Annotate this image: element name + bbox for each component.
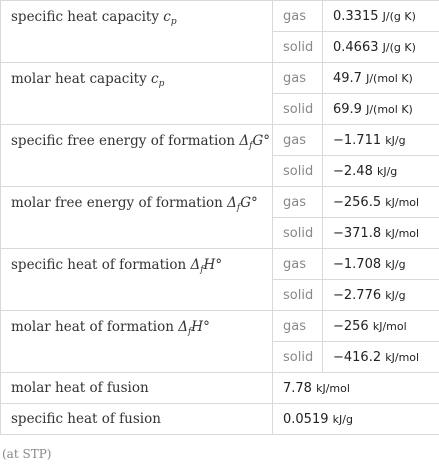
phase-solid: solid bbox=[273, 218, 323, 249]
property-symbol: c bbox=[163, 9, 171, 25]
property-name bbox=[1, 63, 273, 125]
table-row bbox=[1, 249, 439, 280]
property-label: molar heat capacity bbox=[11, 71, 147, 87]
property-subscript: p bbox=[170, 17, 177, 27]
table-row bbox=[1, 63, 439, 94]
property-subscript: p bbox=[158, 79, 165, 89]
property-label: specific heat of formation bbox=[11, 257, 187, 273]
value-cell bbox=[273, 404, 439, 435]
property-name bbox=[1, 187, 273, 249]
phase-solid: solid bbox=[273, 280, 323, 311]
property-label: molar heat of formation bbox=[11, 319, 174, 335]
phase-gas: gas bbox=[273, 249, 323, 280]
property-subscript: f bbox=[187, 327, 192, 337]
phase-gas: gas bbox=[273, 187, 323, 218]
table-row bbox=[1, 404, 439, 435]
value-unit: kJ/mol bbox=[385, 195, 420, 209]
value-cell bbox=[323, 1, 439, 32]
property-name: specific heat of fusion bbox=[1, 404, 273, 435]
value-unit: kJ/g bbox=[332, 412, 353, 426]
property-suffix: H° bbox=[203, 257, 223, 273]
value-cell bbox=[323, 280, 439, 311]
value-cell bbox=[323, 32, 439, 63]
value-cell bbox=[323, 125, 439, 156]
value-cell bbox=[273, 373, 439, 404]
value-number: 7.78 bbox=[283, 380, 312, 396]
footnote: (at STP) bbox=[2, 447, 52, 461]
value-number: 69.9 bbox=[333, 101, 362, 117]
value-unit: kJ/g bbox=[385, 288, 406, 302]
value-cell bbox=[323, 94, 439, 125]
value-unit: J/(g K) bbox=[382, 40, 416, 54]
value-number: −2.48 bbox=[333, 163, 373, 179]
table-row bbox=[1, 311, 439, 342]
value-number: 49.7 bbox=[333, 70, 362, 86]
value-number: −1.708 bbox=[333, 256, 382, 272]
value-unit: kJ/mol bbox=[385, 226, 420, 240]
property-subscript: f bbox=[249, 141, 253, 151]
property-name bbox=[1, 1, 273, 63]
table-row bbox=[1, 187, 439, 218]
value-number: −416.2 bbox=[333, 349, 382, 365]
phase-solid: solid bbox=[273, 94, 323, 125]
value-unit: kJ/mol bbox=[316, 381, 350, 395]
property-subscript: f bbox=[200, 265, 204, 275]
value-number: −371.8 bbox=[333, 225, 382, 241]
value-cell bbox=[323, 249, 439, 280]
value-cell bbox=[323, 187, 439, 218]
property-symbol: c bbox=[151, 71, 159, 87]
property-symbol: Δ bbox=[227, 195, 237, 211]
phase-gas: gas bbox=[273, 311, 323, 342]
table-row bbox=[1, 1, 439, 32]
value-unit: kJ/mol bbox=[372, 319, 407, 333]
property-name bbox=[1, 249, 273, 311]
value-unit: kJ/g bbox=[376, 164, 398, 178]
phase-solid: solid bbox=[273, 156, 323, 187]
value-number: −1.711 bbox=[333, 132, 382, 148]
property-symbol: Δ bbox=[178, 319, 188, 335]
value-unit: kJ/g bbox=[385, 133, 406, 147]
table-row bbox=[1, 373, 439, 404]
value-cell bbox=[323, 311, 439, 342]
value-cell bbox=[323, 342, 439, 373]
value-number: −256 bbox=[333, 318, 369, 334]
value-number: 0.0519 bbox=[283, 411, 329, 427]
property-suffix: G° bbox=[240, 195, 258, 211]
phase-gas: gas bbox=[273, 125, 323, 156]
property-name: molar heat of fusion bbox=[1, 373, 273, 404]
value-unit: J/(mol K) bbox=[366, 71, 413, 85]
property-name bbox=[1, 311, 273, 373]
phase-solid: solid bbox=[273, 32, 323, 63]
phase-gas: gas bbox=[273, 1, 323, 32]
value-number: −2.776 bbox=[333, 287, 382, 303]
table-row bbox=[1, 125, 439, 156]
property-symbol: Δ bbox=[190, 257, 201, 273]
value-unit: J/(mol K) bbox=[366, 102, 413, 116]
value-cell bbox=[323, 63, 439, 94]
property-subscript: f bbox=[236, 203, 241, 213]
phase-gas: gas bbox=[273, 63, 323, 94]
property-symbol: Δ bbox=[239, 133, 250, 149]
value-unit: J/(g K) bbox=[382, 9, 416, 23]
value-number: −256.5 bbox=[333, 194, 382, 210]
value-unit: kJ/g bbox=[385, 257, 406, 271]
property-label: molar free energy of formation bbox=[11, 195, 223, 211]
phase-solid: solid bbox=[273, 342, 323, 373]
property-label: specific heat capacity bbox=[11, 9, 159, 25]
value-number: 0.4663 bbox=[333, 39, 379, 55]
property-suffix: G° bbox=[252, 133, 271, 149]
value-number: 0.3315 bbox=[333, 8, 379, 24]
property-name bbox=[1, 125, 273, 187]
value-cell bbox=[323, 218, 439, 249]
property-label: specific free energy of formation bbox=[11, 133, 236, 149]
value-unit: kJ/mol bbox=[385, 350, 420, 364]
property-suffix: H° bbox=[191, 319, 210, 335]
value-cell bbox=[323, 156, 439, 187]
